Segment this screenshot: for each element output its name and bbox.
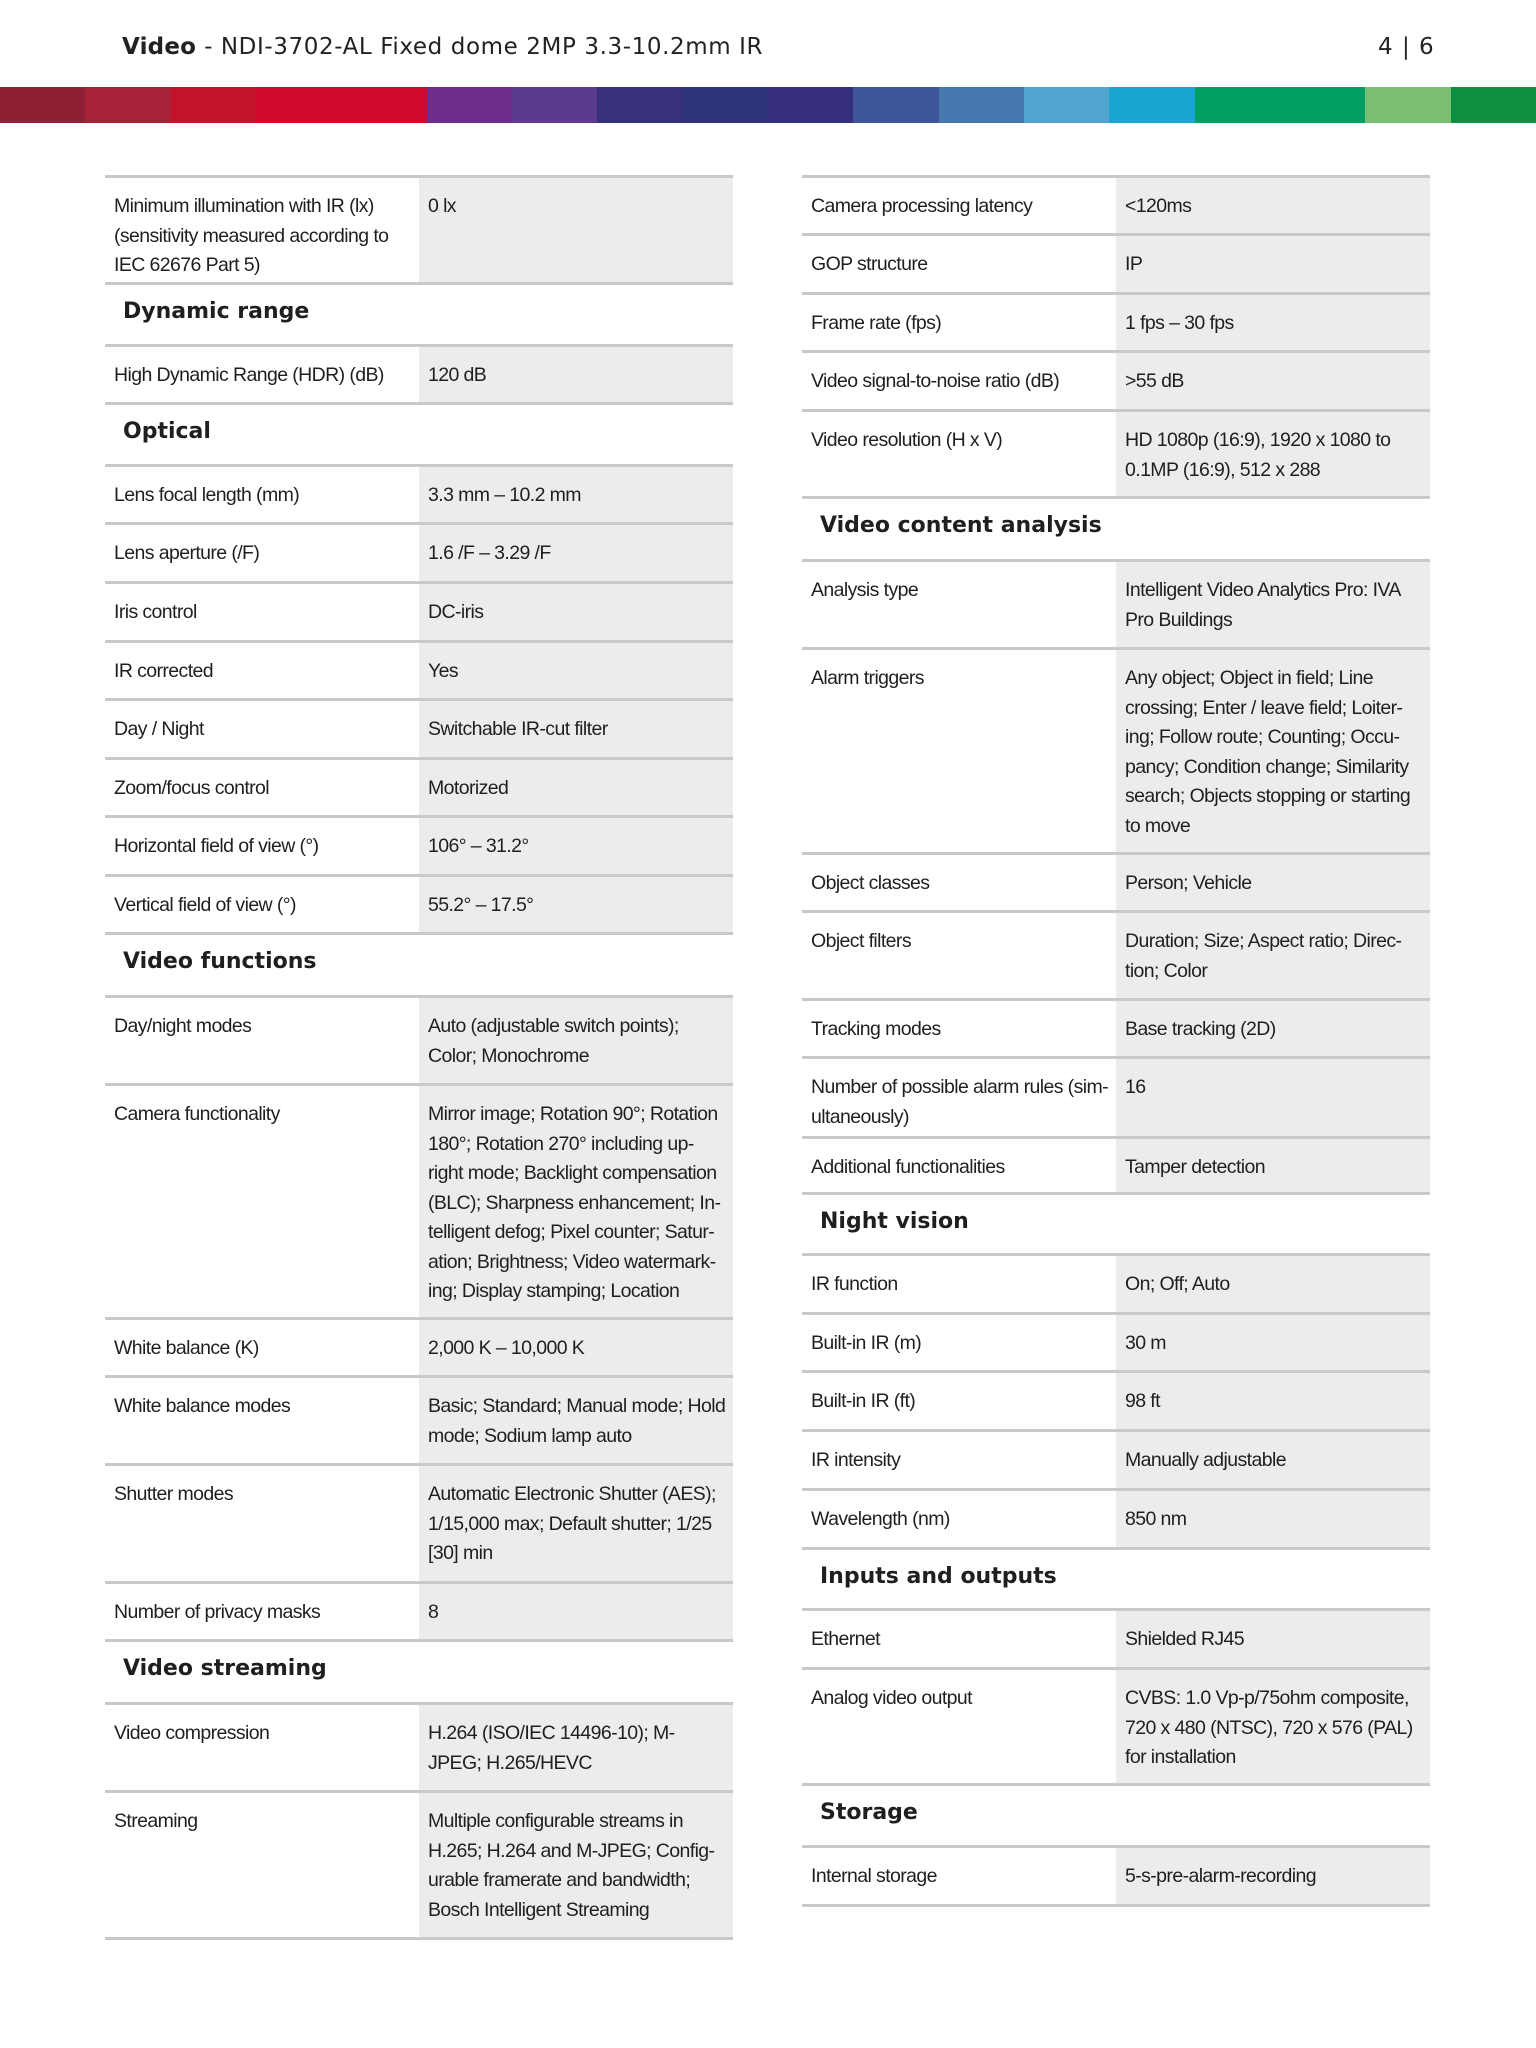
color-bar-segment [939,87,1024,123]
spec-label: Video signal-to-noise ratio (dB) [811,370,1060,392]
spec-value: 106° – 31.2° [419,818,733,874]
spec-row [802,559,1430,647]
section-heading: Video functions [105,932,733,995]
spec-label: Camera processing latency [811,195,1033,217]
page-header [0,0,1536,88]
spec-row [802,409,1430,496]
color-bar-segment [85,87,170,123]
spec-row [802,1608,1430,1667]
spec-value: 16 [1116,1059,1430,1136]
spec-row [105,1790,733,1940]
color-bar-segment [427,87,512,123]
spec-value: Person; Vehicle [1116,855,1430,910]
spec-value: HD 1080p (16:9), 1920 x 1080 to 0.1MP (16:9), 512 x 288 [1116,412,1430,496]
spec-value: Manually adjustable [1116,1432,1430,1488]
section-heading: Video streaming [105,1639,733,1702]
spec-label: Number of privacy masks [114,1601,321,1623]
spec-label: Object classes [811,872,930,894]
spec-row [105,1702,733,1790]
spec-row [105,581,733,640]
spec-row [802,1056,1430,1136]
spec-value: 1 fps – 30 fps [1116,295,1430,350]
spec-row [802,233,1430,292]
document-product-name: - NDI-3702-AL Fixed dome 2MP 3.3-10.2mm IR [196,34,764,60]
spec-value: DC-iris [419,584,733,640]
spec-value: CVBS: 1.0 Vp-p/75ohm composite, 720 x 480 (NTSC), 720 x 576 (PAL) for installation [1116,1670,1430,1783]
spec-value: <120ms [1116,178,1430,233]
spec-row [105,995,733,1083]
spec-value: 5-s-pre-alarm-recording [1116,1848,1430,1904]
section-heading: Inputs and outputs [802,1547,1430,1608]
spec-row [802,1253,1430,1312]
document-category: Video [122,34,197,60]
spec-label: Lens aperture (/F) [114,542,260,564]
spec-row [802,1488,1430,1547]
spec-label: Number of possible alarm rules (sim-ultaneously) [811,1076,1108,1128]
spec-label: Shutter modes [114,1483,234,1505]
spec-value: Tamper detection [1116,1139,1430,1192]
spec-label: Wavelength (nm) [811,1508,950,1530]
section-heading: Video content analysis [802,496,1430,559]
spec-row [802,998,1430,1056]
spec-label: Video resolution (H x V) [811,429,1003,451]
spec-value: 55.2° – 17.5° [419,877,733,932]
color-bar-segment [1280,87,1365,123]
spec-value: 30 m [1116,1315,1430,1370]
color-bar-segment [171,87,256,123]
spec-value: Multiple configurable streams in H.265; H.264 and M-JPEG; Config-urable framerate and bandwidth; Bosch Intelligent Streaming [419,1793,733,1937]
spec-label: GOP structure [811,253,928,275]
brand-color-bar [0,87,1536,123]
spec-row [802,1667,1430,1783]
section-heading: Dynamic range [105,282,733,344]
color-bar-segment [0,87,85,123]
spec-label: Built-in IR (m) [811,1332,922,1354]
spec-label: White balance modes [114,1395,291,1417]
spec-label: Camera functionality [114,1103,280,1125]
spec-column-right [802,175,1430,1907]
spec-label: Lens focal length (mm) [114,484,300,506]
spec-label: Ethernet [811,1628,880,1650]
spec-label: Built-in IR (ft) [811,1390,916,1412]
spec-row [802,1312,1430,1370]
spec-label: Day/night modes [114,1015,252,1037]
spec-label: Analysis type [811,579,919,601]
color-bar-segment [1365,87,1450,123]
spec-value: 0 lx [419,178,733,282]
spec-row [802,910,1430,998]
spec-row [105,175,733,282]
page-number: 4 | 6 [1378,34,1435,60]
spec-column-left [105,175,733,1940]
spec-label: Analog video output [811,1687,972,1709]
spec-row [105,1083,733,1317]
document-title [122,34,763,60]
spec-label: High Dynamic Range (HDR) (dB) [114,364,384,386]
spec-row [802,1845,1430,1907]
spec-label: Object filters [811,930,911,952]
spec-row [105,757,733,815]
section-heading: Night vision [802,1192,1430,1253]
spec-value: Yes [419,643,733,698]
spec-label: Alarm triggers [811,667,924,689]
spec-label: Vertical field of view (°) [114,894,296,916]
spec-row [105,522,733,581]
spec-value: 98 ft [1116,1373,1430,1429]
spec-row [802,292,1430,350]
spec-label: Tracking modes [811,1018,941,1040]
spec-row [802,1136,1430,1192]
spec-label: Horizontal field of view (°) [114,835,319,857]
spec-label: IR corrected [114,660,214,682]
spec-label: Additional functionalities [811,1156,1005,1178]
color-bar-segment [1451,87,1536,123]
spec-row [802,852,1430,910]
color-bar-segment [1109,87,1194,123]
spec-row [105,1463,733,1581]
spec-value: Automatic Electronic Shutter (AES); 1/15,000 max; Default shutter; 1/25 [30] min [419,1466,733,1581]
spec-row [802,1429,1430,1488]
section-heading: Optical [105,402,733,464]
spec-label: White balance (K) [114,1337,259,1359]
spec-row [802,1370,1430,1429]
spec-value: Basic; Standard; Manual mode; Hold mode; Sodium lamp auto [419,1378,733,1463]
spec-label: Frame rate (fps) [811,312,942,334]
spec-row [105,1375,733,1463]
spec-label: Iris control [114,601,197,623]
spec-row [105,640,733,698]
section-heading: Storage [802,1783,1430,1845]
spec-value: Duration; Size; Aspect ratio; Direc-tion; Color [1116,913,1430,998]
color-bar-segment [597,87,682,123]
spec-value: IP [1116,236,1430,292]
spec-value: Mirror image; Rotation 90°; Rotation 180°; Rotation 270° including up-right mode; Backlight compensation (BLC); Sharpness enhancement; In-telligent defog; Pixel counter; Satur-ation; Brightness; Video watermark-ing; Display stamping; Location [419,1086,733,1317]
spec-value: Auto (adjustable switch points); Color; Monochrome [419,998,733,1083]
color-bar-segment [683,87,768,123]
spec-value: Motorized [419,760,733,815]
spec-value: Shielded RJ45 [1116,1611,1430,1667]
color-bar-segment [256,87,341,123]
spec-value: 120 dB [419,347,733,402]
spec-label: IR function [811,1273,898,1295]
spec-row [105,698,733,757]
spec-row [802,647,1430,852]
spec-label: Zoom/focus control [114,777,270,799]
spec-label: Streaming [114,1810,198,1832]
spec-value: Switchable IR-cut filter [419,701,733,757]
color-bar-segment [341,87,426,123]
spec-row [105,344,733,402]
spec-label: IR intensity [811,1449,901,1471]
spec-value: 2,000 K – 10,000 K [419,1320,733,1375]
spec-value: 850 nm [1116,1491,1430,1547]
spec-value: >55 dB [1116,353,1430,409]
spec-value: 1.6 /F – 3.29 /F [419,525,733,581]
spec-label: Minimum illumination with IR (lx) (sensitivity measured according to IEC 62676 Part 5) [114,195,389,276]
spec-value: 3.3 mm – 10.2 mm [419,467,733,522]
spec-value: On; Off; Auto [1116,1256,1430,1312]
spec-label: Video compression [114,1722,270,1744]
color-bar-segment [512,87,597,123]
spec-row [105,1581,733,1639]
spec-value: H.264 (ISO/IEC 14496-10); M-JPEG; H.265/HEVC [419,1705,733,1790]
spec-value: 8 [419,1584,733,1639]
color-bar-segment [768,87,853,123]
spec-row [105,815,733,874]
spec-row [105,874,733,932]
color-bar-segment [1024,87,1109,123]
spec-row [105,464,733,522]
spec-value: Base tracking (2D) [1116,1001,1430,1056]
spec-label: Internal storage [811,1865,937,1887]
spec-row [802,175,1430,233]
spec-row [105,1317,733,1375]
color-bar-segment [1195,87,1280,123]
spec-row [802,350,1430,409]
color-bar-segment [853,87,938,123]
spec-value: Any object; Object in field; Line crossing; Enter / leave field; Loiter-ing; Follow route; Counting; Occu-pancy; Condition change; Similarity search; Objects stopping or starting to move [1116,650,1430,852]
spec-label: Day / Night [114,718,204,740]
spec-value: Intelligent Video Analytics Pro: IVA Pro Buildings [1116,562,1430,647]
